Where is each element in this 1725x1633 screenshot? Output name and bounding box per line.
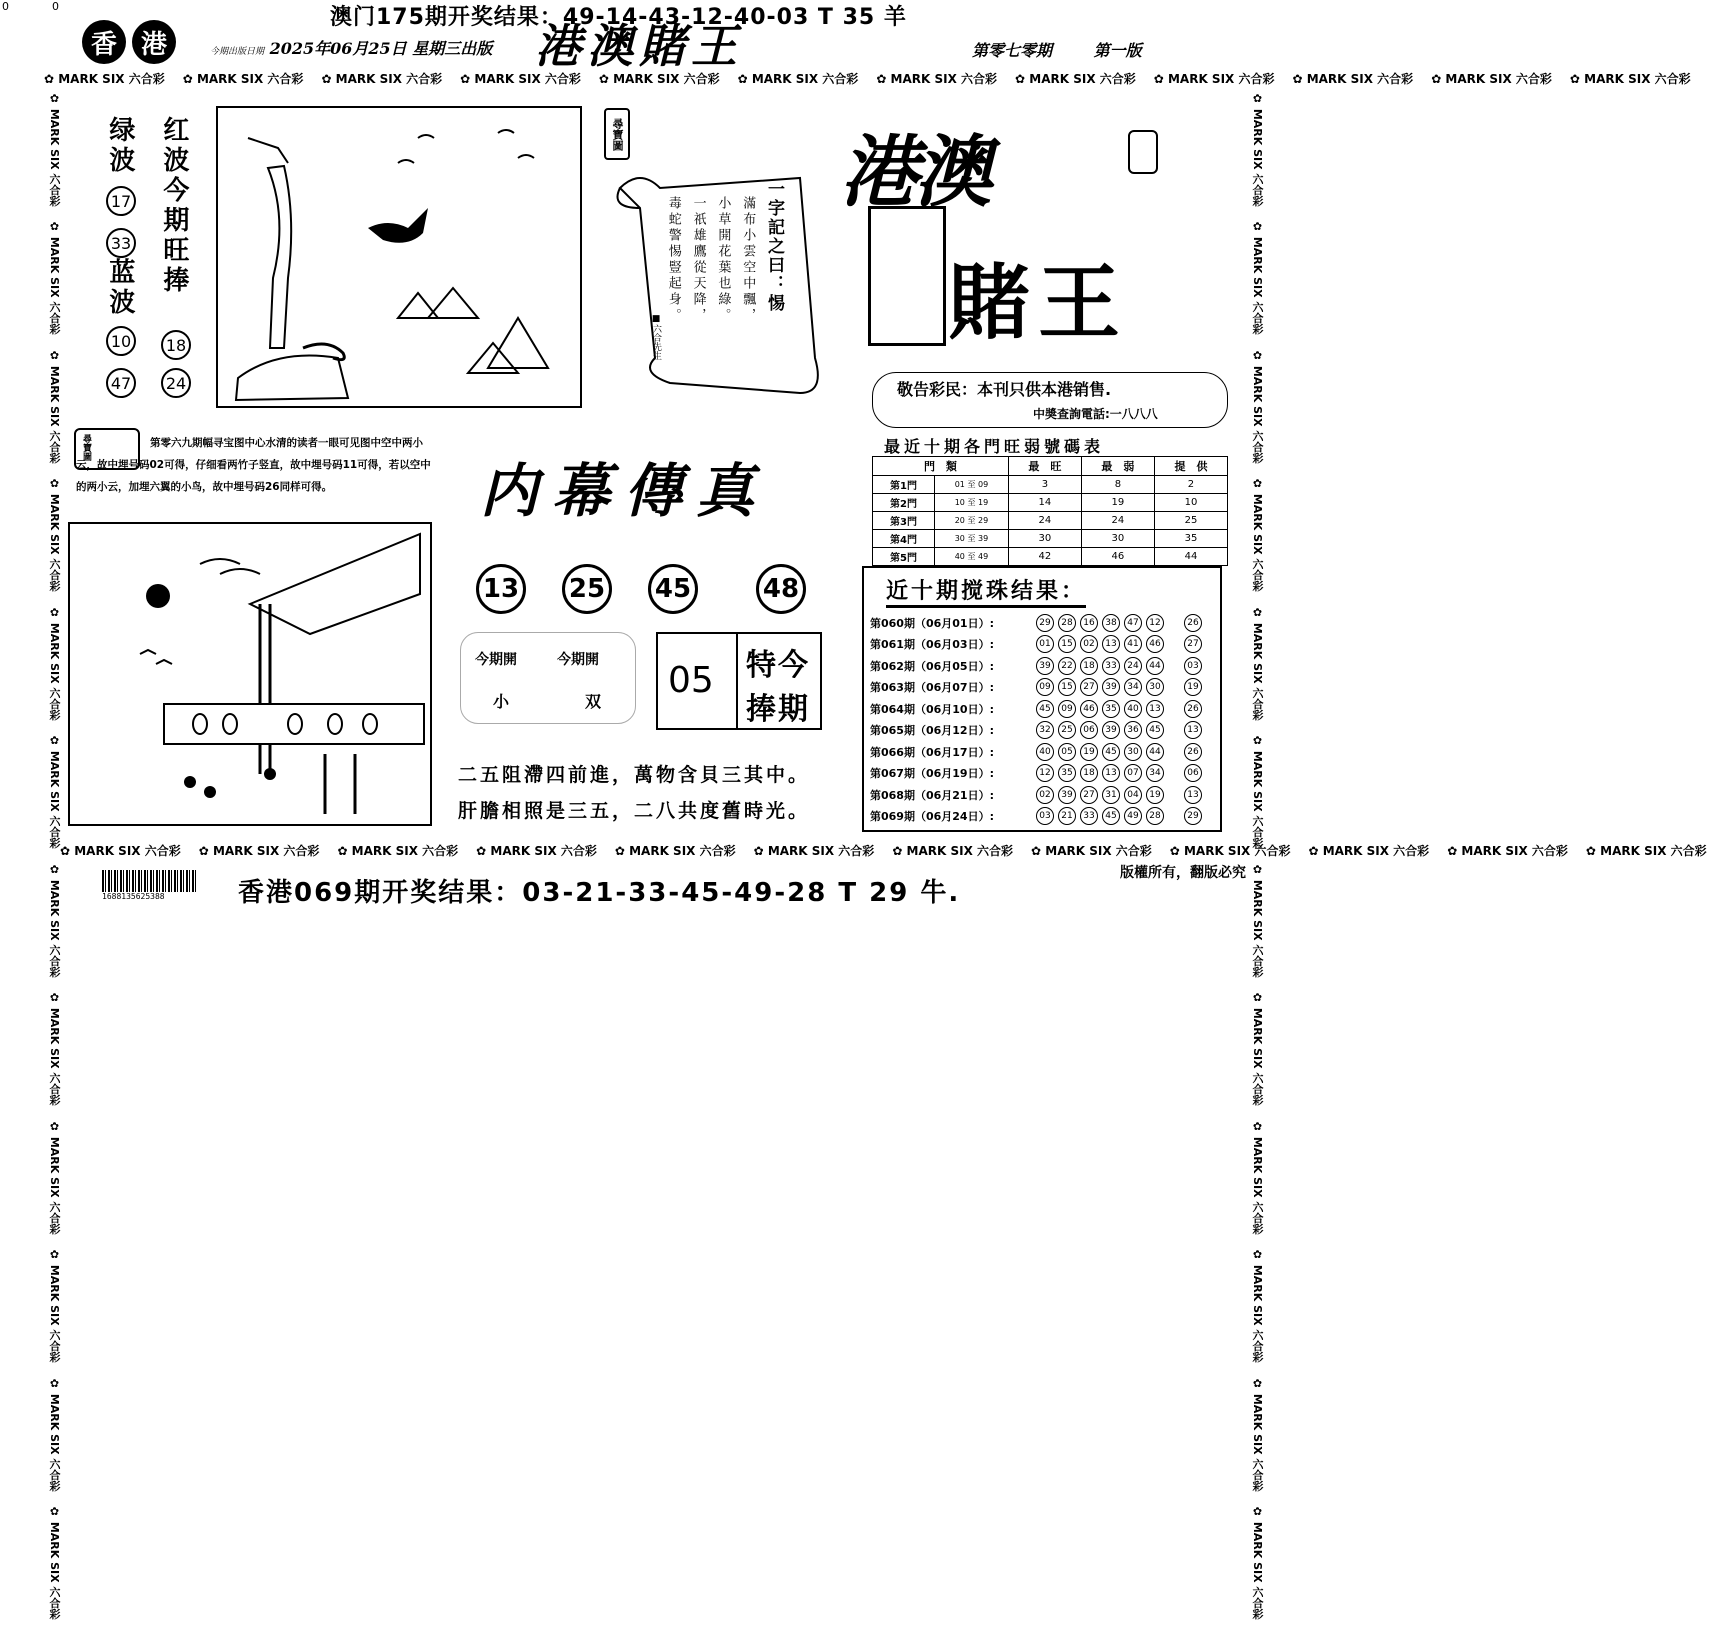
special-ball: 27 (1184, 635, 1202, 653)
result-ball: 38 (1102, 614, 1120, 632)
door-table-cell: 19 (1081, 494, 1154, 512)
corner-mark-left: 0 (2, 0, 9, 13)
brand-strip-item: ✿ MARK SIX 六合彩 (460, 72, 581, 86)
barcode-number: 1688135625388 (102, 892, 165, 901)
today-value-2: 双 (585, 692, 602, 711)
door-table-row (873, 512, 1228, 530)
brand-strip-item: ✿ MARK SIX 六合彩 (198, 844, 320, 858)
number-ball: 47 (106, 368, 136, 398)
notice-text: 敬告彩民：本刊只供本港销售. (897, 380, 1112, 399)
today-label-2: 今期開 (557, 652, 599, 668)
special-number: 05 (668, 660, 714, 701)
door-table-row (873, 548, 1228, 566)
date-text: 2025年06月25日 星期三出版 (269, 39, 493, 58)
door-table-cell: 24 (1081, 512, 1154, 530)
red-wave-label: 红波今期旺捧 (158, 116, 189, 296)
brand-strip-item: ✿ MARK SIX 六合彩 (1308, 844, 1430, 858)
special-line-2: 捧期 (746, 692, 810, 727)
brand-strip-item: ✿ MARK SIX 六合彩 (1585, 844, 1707, 858)
scroll-line: 小草開花葉也綠。 (715, 196, 731, 324)
special-line-1: 特今 (746, 648, 810, 683)
result-ball: 27 (1080, 786, 1098, 804)
recent-results-panel (862, 566, 1222, 832)
brand-strip-item: ✿ MARK SIX 六合彩 (1569, 72, 1691, 86)
brand-strip-item: ✿ MARK SIX 六合彩 (1251, 477, 1264, 592)
date-prefix: 今期出版日期 (210, 47, 265, 57)
result-ball: 27 (1080, 678, 1098, 696)
brand-strip-item: ✿ MARK SIX 六合彩 (48, 1376, 61, 1491)
hk-result-footer: 香港069期开奖结果：03-21-33-45-49-28 T 29 牛. (238, 878, 961, 908)
today-panel (460, 632, 636, 724)
brand-strip-item: ✿ MARK SIX 六合彩 (1251, 1119, 1264, 1235)
result-ball: 22 (1058, 657, 1076, 675)
result-ball: 30 (1146, 678, 1164, 696)
special-ball: 03 (1184, 657, 1202, 675)
result-ball: 33 (1080, 807, 1098, 825)
scroll-panel (600, 168, 840, 400)
recent-row-label: 第065期（06月12日）: (870, 724, 994, 738)
recent-row (870, 806, 1216, 828)
left-brand-strip (42, 92, 62, 1620)
number-ball: 17 (106, 186, 136, 216)
recent-title: 近十期搅珠结果： (886, 574, 1086, 608)
door-table-cell: 44 (1154, 548, 1227, 566)
special-ball: 13 (1184, 786, 1202, 804)
brand-strip-item: ✿ MARK SIX 六合彩 (876, 72, 998, 86)
brand-strip-item: ✿ MARK SIX 六合彩 (48, 477, 61, 592)
door-table-header: 門 類 (873, 457, 1009, 476)
brand-strip-item: ✿ MARK SIX 六合彩 (892, 844, 1014, 858)
result-ball: 02 (1080, 635, 1098, 653)
brand-strip-item: ✿ MARK SIX 六合彩 (1251, 1248, 1264, 1363)
door-table-cell: 30 (1081, 530, 1154, 548)
brand-strip-item: ✿ MARK SIX 六合彩 (1251, 862, 1264, 978)
result-ball: 39 (1102, 678, 1120, 696)
treasure-hint-text: 第零六九期幅寻宝图中心水清的读者一眼可见图中空中两小云，故中埋号码02可得，仔细看两竹子竖直，故中埋号码11可得，若以空中的两小云，加埋六翼的小鸟，故中埋号码26同样可得。 (76, 437, 431, 493)
door-table-cell: 3 (1008, 476, 1081, 494)
recent-row-label: 第064期（06月10日）: (870, 702, 994, 716)
door-table-cell: 第5門 (873, 548, 935, 566)
recent-row-label: 第067期（06月19日）: (870, 767, 994, 781)
inside-ball: 25 (562, 564, 612, 614)
top-brand-strip (44, 70, 1691, 90)
poem-line-2: 肝膽相照是三五，二八共度舊時光。 (458, 800, 811, 822)
green-wave-label: 绿波 (104, 116, 135, 176)
recent-row (870, 720, 1216, 742)
result-ball: 39 (1058, 786, 1076, 804)
special-ball: 26 (1184, 614, 1202, 632)
result-ball: 13 (1102, 635, 1120, 653)
door-table-row (873, 494, 1228, 512)
recent-row (870, 612, 1216, 634)
masthead-title: 港澳賭王 (535, 19, 743, 73)
door-table-cell: 40 至 49 (935, 548, 1009, 566)
logo-block (840, 110, 1160, 360)
house-illustration (70, 524, 430, 824)
brand-strip-item: ✿ MARK SIX 六合彩 (1447, 844, 1568, 858)
brand-strip-item: ✿ MARK SIX 六合彩 (48, 991, 61, 1106)
result-ball: 41 (1124, 635, 1142, 653)
result-ball: 45 (1146, 721, 1164, 739)
result-ball: 34 (1124, 678, 1142, 696)
result-ball: 01 (1036, 635, 1054, 653)
door-table-cell: 2 (1154, 476, 1227, 494)
result-ball: 18 (1080, 764, 1098, 782)
brand-strip-item: ✿ MARK SIX 六合彩 (60, 844, 181, 858)
recent-row-label: 第066期（06月17日）: (870, 745, 994, 759)
result-ball: 18 (1080, 657, 1098, 675)
result-ball: 31 (1102, 786, 1120, 804)
brand-strip-item: ✿ MARK SIX 六合彩 (1169, 844, 1291, 858)
brand-strip-item: ✿ MARK SIX 六合彩 (1251, 220, 1264, 335)
recent-row-label: 第061期（06月03日）: (870, 638, 994, 652)
door-table-cell: 35 (1154, 530, 1227, 548)
inside-ball: 48 (756, 564, 806, 614)
number-ball: 10 (106, 326, 136, 356)
result-ball: 46 (1146, 635, 1164, 653)
result-ball: 21 (1058, 807, 1076, 825)
number-ball: 33 (106, 228, 136, 258)
door-table-cell: 第1門 (873, 476, 935, 494)
result-ball: 40 (1036, 743, 1054, 761)
result-ball: 45 (1102, 743, 1120, 761)
door-table-cell: 01 至 09 (935, 476, 1009, 494)
recent-row (870, 655, 1216, 677)
door-table (872, 456, 1228, 566)
brand-strip-item: ✿ MARK SIX 六合彩 (1292, 72, 1414, 86)
result-ball: 25 (1058, 721, 1076, 739)
result-ball: 04 (1124, 786, 1142, 804)
brand-strip-item: ✿ MARK SIX 六合彩 (737, 72, 859, 86)
brand-strip-item: ✿ MARK SIX 六合彩 (337, 844, 459, 858)
door-table-cell: 10 (1154, 494, 1227, 512)
brand-strip-item: ✿ MARK SIX 六合彩 (48, 1504, 61, 1620)
brand-strip-item: ✿ MARK SIX 六合彩 (476, 844, 597, 858)
blue-wave-label: 蓝波 (104, 258, 135, 318)
recent-results-list (870, 612, 1216, 827)
result-ball: 29 (1036, 614, 1054, 632)
issue-text: 第零七零期 (972, 41, 1053, 60)
macau-result-headline: 澳门175期开奖结果：49-14-43-12-40-03 T 35 羊 (330, 5, 907, 30)
result-ball: 32 (1036, 721, 1054, 739)
brand-strip-item: ✿ MARK SIX 六合彩 (48, 605, 61, 721)
bottom-brand-strip (60, 842, 1707, 862)
recent-row (870, 698, 1216, 720)
treasure-badge-text: 尋寶圖 (604, 108, 630, 160)
issue-number (972, 38, 1142, 61)
brand-strip-item: ✿ MARK SIX 六合彩 (182, 72, 304, 86)
result-ball: 07 (1124, 764, 1142, 782)
door-table-row (873, 530, 1228, 548)
door-table-cell: 30 至 39 (935, 530, 1009, 548)
result-ball: 15 (1058, 678, 1076, 696)
brand-strip-item: ✿ MARK SIX 六合彩 (321, 72, 443, 86)
notice-panel (872, 372, 1228, 428)
brand-strip-item: ✿ MARK SIX 六合彩 (1251, 348, 1264, 464)
brand-strip-item: ✿ MARK SIX 六合彩 (48, 1119, 61, 1235)
door-table-cell: 10 至 19 (935, 494, 1009, 512)
logo-line1: 港澳 (840, 127, 989, 218)
brand-strip-item: ✿ MARK SIX 六合彩 (614, 844, 736, 858)
door-table-cell: 第3門 (873, 512, 935, 530)
treasure-picture-bottom (68, 522, 432, 826)
number-ball: 18 (161, 330, 191, 360)
result-ball: 28 (1058, 614, 1076, 632)
recent-row (870, 741, 1216, 763)
result-ball: 03 (1036, 807, 1054, 825)
special-ball: 06 (1184, 764, 1202, 782)
result-ball: 28 (1146, 807, 1164, 825)
brand-strip-item: ✿ MARK SIX 六合彩 (1251, 605, 1264, 721)
recent-row (870, 677, 1216, 699)
result-ball: 39 (1036, 657, 1054, 675)
kong-char-badge: 港 (132, 20, 176, 64)
result-ball: 15 (1058, 635, 1076, 653)
result-ball: 39 (1102, 721, 1120, 739)
inside-ball: 13 (476, 564, 526, 614)
brand-strip-item: ✿ MARK SIX 六合彩 (1251, 991, 1264, 1106)
brand-strip-item: ✿ MARK SIX 六合彩 (48, 734, 61, 849)
recent-row-label: 第068期（06月21日）: (870, 788, 994, 802)
brand-strip-item: ✿ MARK SIX 六合彩 (1251, 1376, 1264, 1491)
result-ball: 24 (1124, 657, 1142, 675)
inside-ball: 45 (648, 564, 698, 614)
card-icon (868, 206, 946, 346)
scroll-line: 一祇雄鷹從天降， (690, 196, 706, 324)
notice-phone: 中奬查詢電話:一八八八 (1033, 407, 1158, 421)
brand-strip-item: ✿ MARK SIX 六合彩 (48, 92, 61, 207)
brand-strip-item: ✿ MARK SIX 六合彩 (48, 220, 61, 335)
result-ball: 33 (1102, 657, 1120, 675)
brand-strip-item: ✿ MARK SIX 六合彩 (1431, 72, 1552, 86)
door-table-cell: 42 (1008, 548, 1081, 566)
brand-strip-item: ✿ MARK SIX 六合彩 (1031, 844, 1152, 858)
door-table-cell: 第4門 (873, 530, 935, 548)
brand-strip-item: ✿ MARK SIX 六合彩 (598, 72, 720, 86)
result-ball: 06 (1080, 721, 1098, 739)
fist-icon (1128, 130, 1158, 174)
result-ball: 09 (1036, 678, 1054, 696)
special-ball: 26 (1184, 743, 1202, 761)
copyright-notice: 版權所有，翻版必究 (1120, 865, 1246, 881)
result-ball: 35 (1058, 764, 1076, 782)
right-brand-strip (1245, 92, 1265, 1620)
scroll-title: 一字記之曰：惕 (764, 180, 784, 313)
treasure-picture-top (216, 106, 582, 408)
door-table-cell: 14 (1008, 494, 1081, 512)
door-table-cell: 24 (1008, 512, 1081, 530)
door-table-cell: 30 (1008, 530, 1081, 548)
eagle-snake-illustration (218, 108, 580, 406)
inside-title: 内幕傳真 (480, 457, 769, 525)
brand-strip-item: ✿ MARK SIX 六合彩 (48, 348, 61, 464)
result-ball: 13 (1102, 764, 1120, 782)
scroll-line: 毒蛇警惕豎起身。 (665, 196, 681, 324)
door-table-cell: 46 (1081, 548, 1154, 566)
result-ball: 12 (1036, 764, 1054, 782)
hk-char-badge: 香 (82, 20, 126, 64)
brand-strip-item: ✿ MARK SIX 六合彩 (1015, 72, 1136, 86)
result-ball: 36 (1124, 721, 1142, 739)
door-table-header: 最 旺 (1008, 457, 1081, 476)
today-value-1: 小 (493, 692, 510, 711)
door-table-cell: 8 (1081, 476, 1154, 494)
door-table-row (873, 476, 1228, 494)
result-ball: 35 (1102, 700, 1120, 718)
poem-line-1: 二五阻滯四前進，萬物含貝三其中。 (458, 764, 811, 786)
recent-row-label: 第069期（06月24日）: (870, 810, 994, 824)
result-ball: 09 (1058, 700, 1076, 718)
publish-date (210, 36, 492, 59)
result-ball: 34 (1146, 764, 1164, 782)
hint-badge-text: 尋寶圖 (81, 434, 91, 461)
result-ball: 19 (1080, 743, 1098, 761)
brand-strip-item: ✿ MARK SIX 六合彩 (1153, 72, 1275, 86)
door-table-title: 最近十期各門旺弱號碼表 (884, 437, 1105, 456)
result-ball: 16 (1080, 614, 1098, 632)
special-ball: 26 (1184, 700, 1202, 718)
recent-row (870, 763, 1216, 785)
special-box (656, 632, 822, 730)
result-ball: 02 (1036, 786, 1054, 804)
result-ball: 19 (1146, 786, 1164, 804)
number-ball: 24 (161, 368, 191, 398)
brand-strip-item: ✿ MARK SIX 六合彩 (753, 844, 875, 858)
corner-mark-right: 0 (52, 0, 59, 13)
special-ball: 13 (1184, 721, 1202, 739)
brand-strip-item: ✿ MARK SIX 六合彩 (1251, 92, 1264, 207)
brand-strip-item: ✿ MARK SIX 六合彩 (1251, 1504, 1264, 1620)
brand-strip-item: ✿ MARK SIX 六合彩 (1251, 734, 1264, 849)
brand-strip-item: ✿ MARK SIX 六合彩 (48, 1248, 61, 1363)
today-label-1: 今期開 (475, 652, 517, 668)
result-ball: 44 (1146, 743, 1164, 761)
barcode (102, 870, 198, 892)
door-table-cell: 第2門 (873, 494, 935, 512)
result-ball: 45 (1102, 807, 1120, 825)
brand-strip-item: ✿ MARK SIX 六合彩 (48, 862, 61, 978)
result-ball: 12 (1146, 614, 1164, 632)
door-table-cell: 20 至 29 (935, 512, 1009, 530)
recent-row (870, 634, 1216, 656)
special-ball: 29 (1184, 807, 1202, 825)
recent-row-label: 第063期（06月07日）: (870, 681, 994, 695)
result-ball: 44 (1146, 657, 1164, 675)
door-table-header: 提 供 (1154, 457, 1227, 476)
special-ball: 19 (1184, 678, 1202, 696)
edition-text: 第一版 (1093, 41, 1142, 60)
door-table-cell: 25 (1154, 512, 1227, 530)
result-ball: 49 (1124, 807, 1142, 825)
scroll-author: ■六合先生 (651, 314, 661, 360)
door-table-header: 最 弱 (1081, 457, 1154, 476)
result-ball: 45 (1036, 700, 1054, 718)
recent-row-label: 第062期（06月05日）: (870, 659, 994, 673)
recent-row-label: 第060期（06月01日）: (870, 616, 994, 630)
result-ball: 30 (1124, 743, 1142, 761)
result-ball: 46 (1080, 700, 1098, 718)
result-ball: 13 (1146, 700, 1164, 718)
brand-strip-item: ✿ MARK SIX 六合彩 (44, 72, 165, 86)
scroll-line: 滿布小雲空中飄， (740, 196, 756, 324)
result-ball: 47 (1124, 614, 1142, 632)
logo-line2: 賭王 (948, 255, 1129, 351)
recent-row (870, 784, 1216, 806)
result-ball: 05 (1058, 743, 1076, 761)
result-ball: 40 (1124, 700, 1142, 718)
